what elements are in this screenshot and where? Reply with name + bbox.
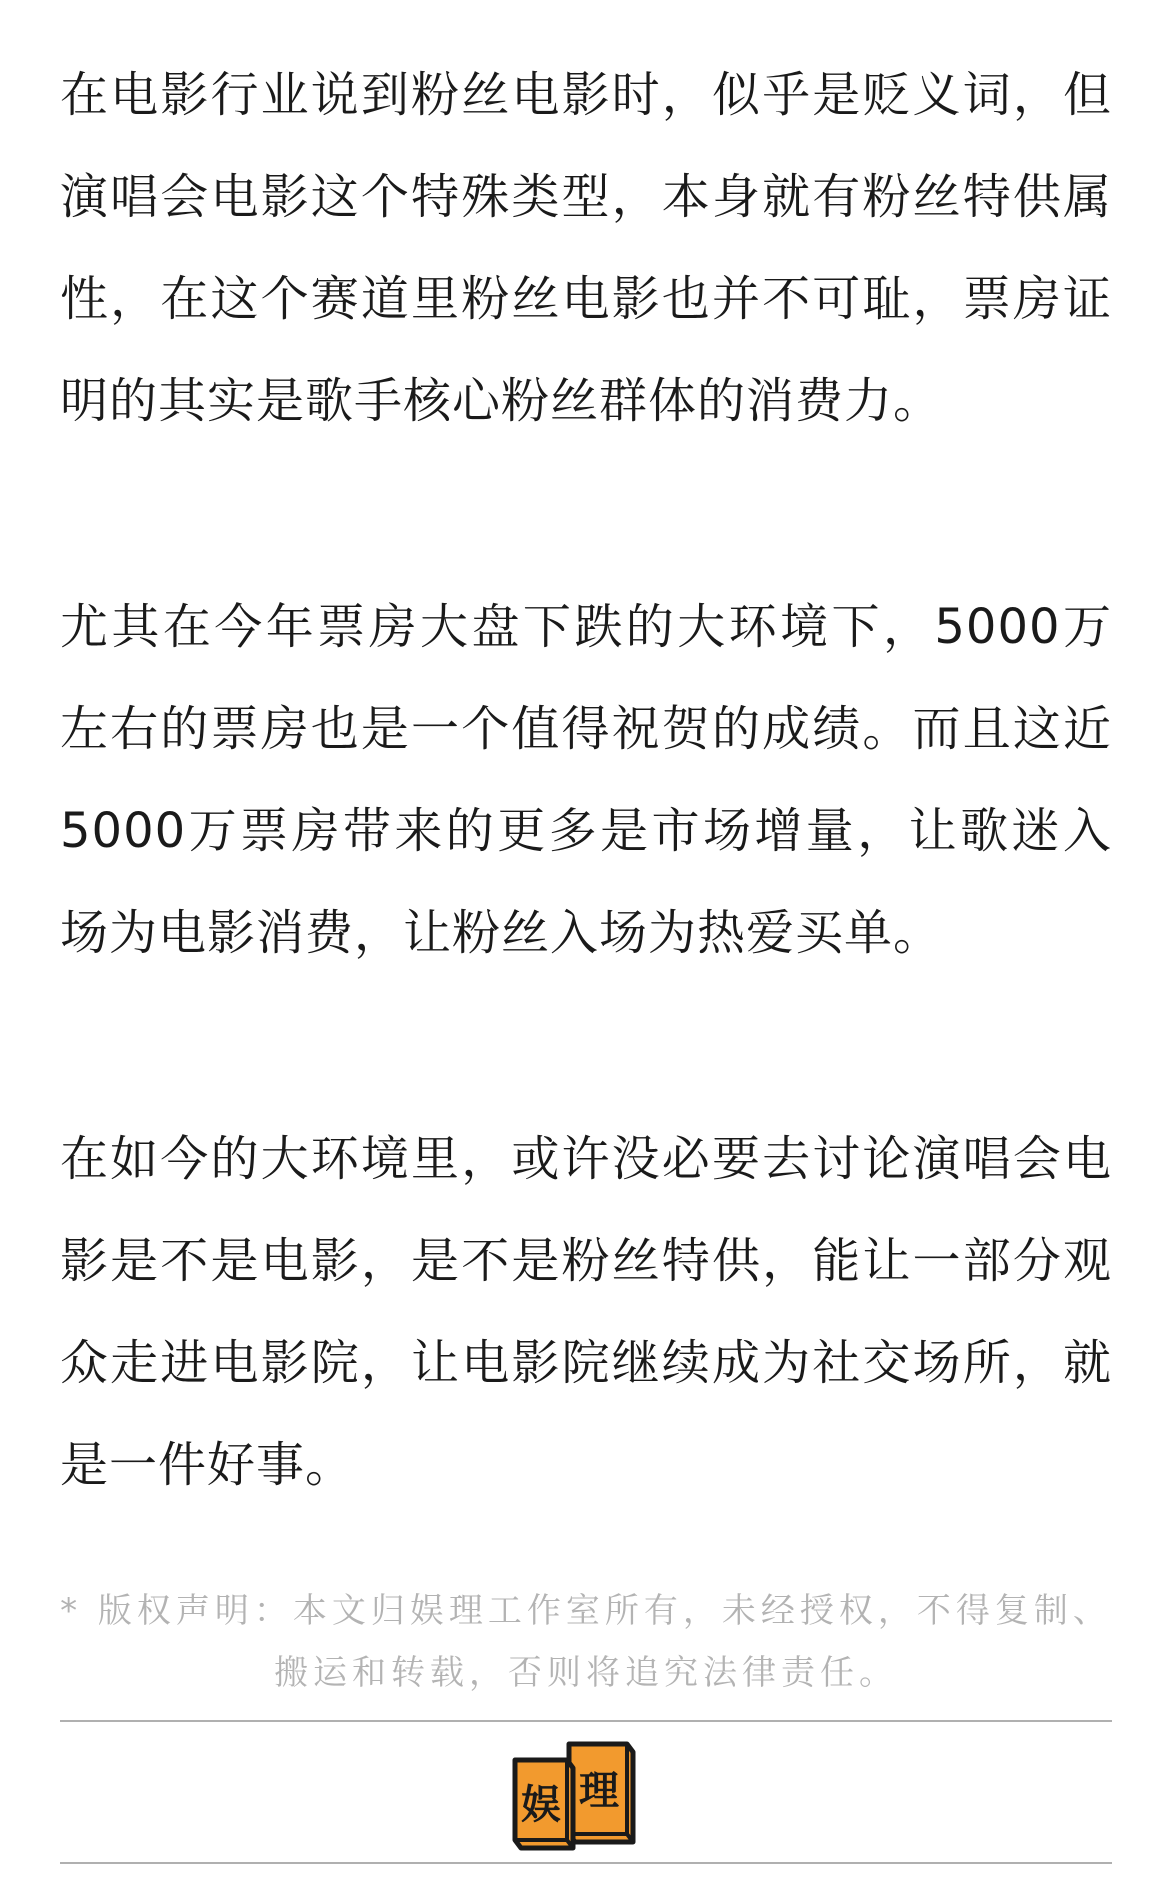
article-paragraph: 在如今的大环境里，或许没必要去讨论演唱会电影是不是电影，是不是粉丝特供，能让一部分观众走进电影院，让电影院继续成为社交场所，就是一件好事。 <box>60 1131 1112 1493</box>
article-body <box>60 44 1112 1516</box>
copyright-notice: * 版权声明：本文归娱理工作室所有，未经授权，不得复制、搬运和转载，否则将追究法律责任。 <box>60 1591 1112 1693</box>
yuli-logo <box>511 1738 637 1854</box>
divider-bottom <box>60 1862 1112 1864</box>
article-paragraph: 尤其在今年票房大盘下跌的大环境下，5000万左右的票房也是一个值得祝贺的成绩。而且这近5000万票房带来的更多是市场增量，让歌迷入场为电影消费，让粉丝入场为热爱买单。 <box>60 599 1112 961</box>
article-paragraph: 在电影行业说到粉丝电影时，似乎是贬义词，但演唱会电影这个特殊类型，本身就有粉丝特供属性，在这个赛道里粉丝电影也并不可耻，票房证明的其实是歌手核心粉丝群体的消费力。 <box>60 67 1112 429</box>
logo-char-yu: 娱 <box>521 1782 561 1828</box>
logo-char-li: 理 <box>579 1768 619 1814</box>
yuli-logo-mark <box>511 1738 637 1854</box>
divider-top <box>60 1720 1112 1722</box>
